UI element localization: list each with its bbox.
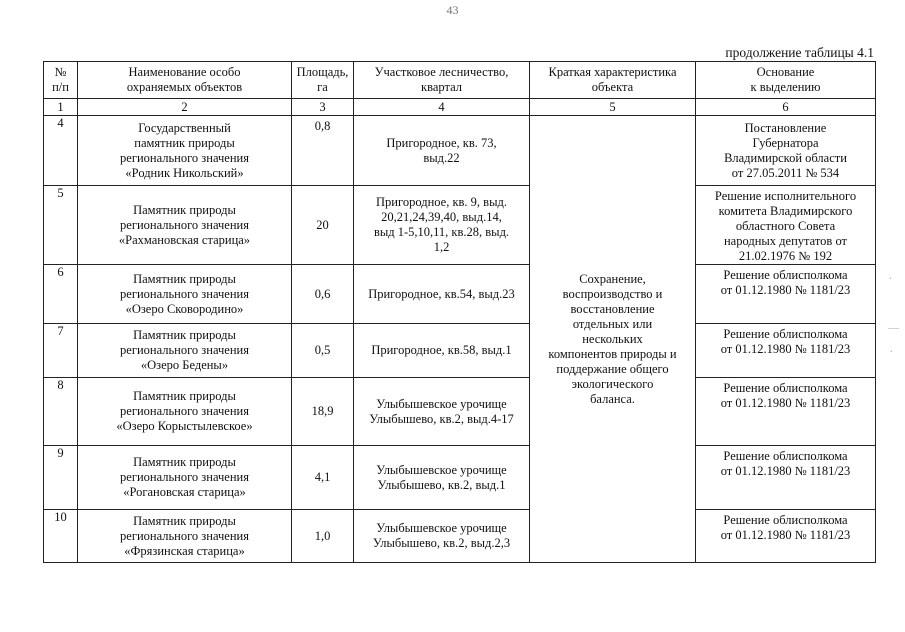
column-number: 6 — [696, 99, 876, 116]
table-row — [44, 446, 876, 510]
forestry-quarter: Улыбышевское урочище Улыбышево, кв.2, выд.4-17 — [354, 378, 530, 446]
object-characteristic: Сохранение, воспроизводство и восстановление отдельных или нескольких компонентов природы и поддержание общего экологического баланса. — [530, 116, 696, 563]
object-name: Памятник природы регионального значения «Озеро Бедены» — [78, 324, 292, 378]
table-row — [44, 324, 876, 378]
object-area: 0,8 — [292, 116, 354, 186]
object-name: Памятник природы регионального значения «Фрязинская старица» — [78, 510, 292, 563]
row-number: 4 — [44, 116, 78, 186]
selection-basis: Решение облисполкома от 01.12.1980 № 1181/23 — [696, 265, 876, 324]
column-number: 1 — [44, 99, 78, 116]
scan-mark: . — [890, 343, 893, 355]
row-number: 6 — [44, 265, 78, 324]
selection-basis: Решение исполнительного комитета Владимирского областного Совета народных депутатов от 21.02.1976 № 192 — [696, 186, 876, 265]
object-name: Памятник природы регионального значения «Рогановская старица» — [78, 446, 292, 510]
table-row — [44, 186, 876, 265]
table-row — [44, 116, 876, 186]
table-row — [44, 510, 876, 563]
scan-mark: — — [888, 322, 899, 334]
header-basis: Основание к выделению — [696, 62, 876, 99]
selection-basis: Решение облисполкома от 01.12.1980 № 1181/23 — [696, 378, 876, 446]
forestry-quarter: Пригородное, кв.54, выд.23 — [354, 265, 530, 324]
forestry-quarter: Улыбышевское урочище Улыбышево, кв.2, выд.2,3 — [354, 510, 530, 563]
object-name: Памятник природы регионального значения «Озеро Сковородино» — [78, 265, 292, 324]
forestry-quarter: Пригородное, кв.58, выд.1 — [354, 324, 530, 378]
column-number: 4 — [354, 99, 530, 116]
column-number: 3 — [292, 99, 354, 116]
header-characteristic: Краткая характеристика объекта — [530, 62, 696, 99]
row-number: 7 — [44, 324, 78, 378]
scan-mark: . — [889, 270, 892, 282]
object-name: Государственный памятник природы регионального значения «Родник Никольский» — [78, 116, 292, 186]
table-row — [44, 265, 876, 324]
object-area: 20 — [292, 186, 354, 265]
object-name: Памятник природы регионального значения «Рахмановская старица» — [78, 186, 292, 265]
object-area: 4,1 — [292, 446, 354, 510]
header-row — [44, 62, 876, 99]
row-number: 10 — [44, 510, 78, 563]
forestry-quarter: Улыбышевское урочище Улыбышево, кв.2, выд.1 — [354, 446, 530, 510]
protected-areas-table — [43, 61, 876, 563]
row-number: 8 — [44, 378, 78, 446]
object-area: 18,9 — [292, 378, 354, 446]
header-forestry: Участковое лесничество, квартал — [354, 62, 530, 99]
page-number: 43 — [446, 3, 459, 17]
header-name: Наименование особо охраняемых объектов — [78, 62, 292, 99]
forestry-quarter: Пригородное, кв. 73, выд.22 — [354, 116, 530, 186]
table-continuation-label: продолжение таблицы 4.1 — [725, 45, 874, 60]
column-number: 2 — [78, 99, 292, 116]
row-number: 5 — [44, 186, 78, 265]
header-number: № п/п — [44, 62, 78, 99]
column-number: 5 — [530, 99, 696, 116]
object-area: 0,6 — [292, 265, 354, 324]
column-number-row — [44, 99, 876, 116]
forestry-quarter: Пригородное, кв. 9, выд. 20,21,24,39,40, выд.14, выд 1-5,10,11, кв.28, выд. 1,2 — [354, 186, 530, 265]
header-area: Площадь, га — [292, 62, 354, 99]
object-area: 1,0 — [292, 510, 354, 563]
selection-basis: Решение облисполкома от 01.12.1980 № 1181/23 — [696, 446, 876, 510]
object-name: Памятник природы регионального значения «Озеро Корыстылевское» — [78, 378, 292, 446]
object-area: 0,5 — [292, 324, 354, 378]
table-row — [44, 378, 876, 446]
selection-basis: Решение облисполкома от 01.12.1980 № 1181/23 — [696, 510, 876, 563]
selection-basis: Постановление Губернатора Владимирской области от 27.05.2011 № 534 — [696, 116, 876, 186]
selection-basis: Решение облисполкома от 01.12.1980 № 1181/23 — [696, 324, 876, 378]
row-number: 9 — [44, 446, 78, 510]
table-body — [44, 116, 876, 563]
